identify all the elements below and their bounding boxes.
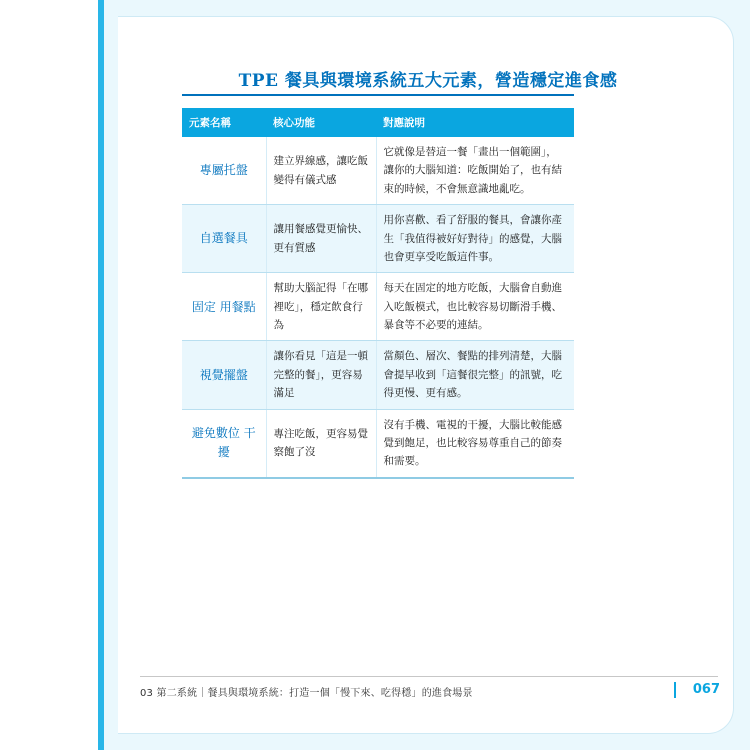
cell-description: 每天在固定的地方吃飯，大腦會自動進入吃飯模式，也比較容易切斷滑手機、暴食等不必要的連結。 — [376, 273, 574, 341]
table-row — [182, 273, 574, 341]
table-row — [182, 205, 574, 273]
title-underline — [182, 94, 574, 96]
table-row — [182, 341, 574, 409]
column-header-function: 核心功能 — [266, 108, 376, 137]
column-header-name: 元素名稱 — [182, 108, 266, 137]
cell-core-function: 讓用餐感覺更愉快、更有質感 — [266, 205, 376, 273]
page-number: 067 — [692, 682, 720, 697]
page-title: TPE 餐具與環境系統五大元素，營造穩定進食感 — [238, 71, 618, 91]
table-header — [182, 108, 574, 137]
cell-description: 當顏色、層次、餐點的排列清楚，大腦會提早收到「這餐很完整」的訊號，吃得更慢、更有感。 — [376, 341, 574, 409]
table-header-row — [182, 108, 574, 137]
page-footer — [140, 680, 720, 706]
footer-separator — [674, 682, 676, 698]
cell-core-function: 讓你看見「這是一頓完整的餐」，更容易滿足 — [266, 341, 376, 409]
cell-core-function: 建立界線感，讓吃飯變得有儀式感 — [266, 137, 376, 205]
table-row — [182, 409, 574, 478]
five-elements-table — [182, 108, 574, 479]
footer-chapter-label: 03 第二系統｜餐具與環境系統：打造一個「慢下來、吃得穩」的進食場景 — [140, 688, 473, 699]
cell-element-name: 避免數位 干擾 — [182, 409, 266, 478]
cell-description: 沒有手機、電視的干擾，大腦比較能感覺到飽足，也比較容易尊重自己的節奏和需要。 — [376, 409, 574, 478]
table-row — [182, 137, 574, 205]
cell-element-name: 固定 用餐點 — [182, 273, 266, 341]
cell-description: 用你喜歡、看了舒服的餐具，會讓你產生「我值得被好好對待」的感覺，大腦也會更享受吃飯這件事。 — [376, 205, 574, 273]
cell-element-name: 視覺擺盤 — [182, 341, 266, 409]
cell-description: 它就像是替這一餐「畫出一個範圍」，讓你的大腦知道：吃飯開始了，也有結束的時候，不會無意識地亂吃。 — [376, 137, 574, 205]
cell-core-function: 幫助大腦記得「在哪裡吃」，穩定飲食行為 — [266, 273, 376, 341]
cell-element-name: 專屬托盤 — [182, 137, 266, 205]
cell-core-function: 專注吃飯，更容易覺察飽了沒 — [266, 409, 376, 478]
page-left-margin — [0, 0, 98, 750]
cell-element-name: 自選餐具 — [182, 205, 266, 273]
footer-divider — [140, 676, 718, 677]
column-header-description: 對應說明 — [376, 108, 574, 137]
table-body — [182, 137, 574, 478]
